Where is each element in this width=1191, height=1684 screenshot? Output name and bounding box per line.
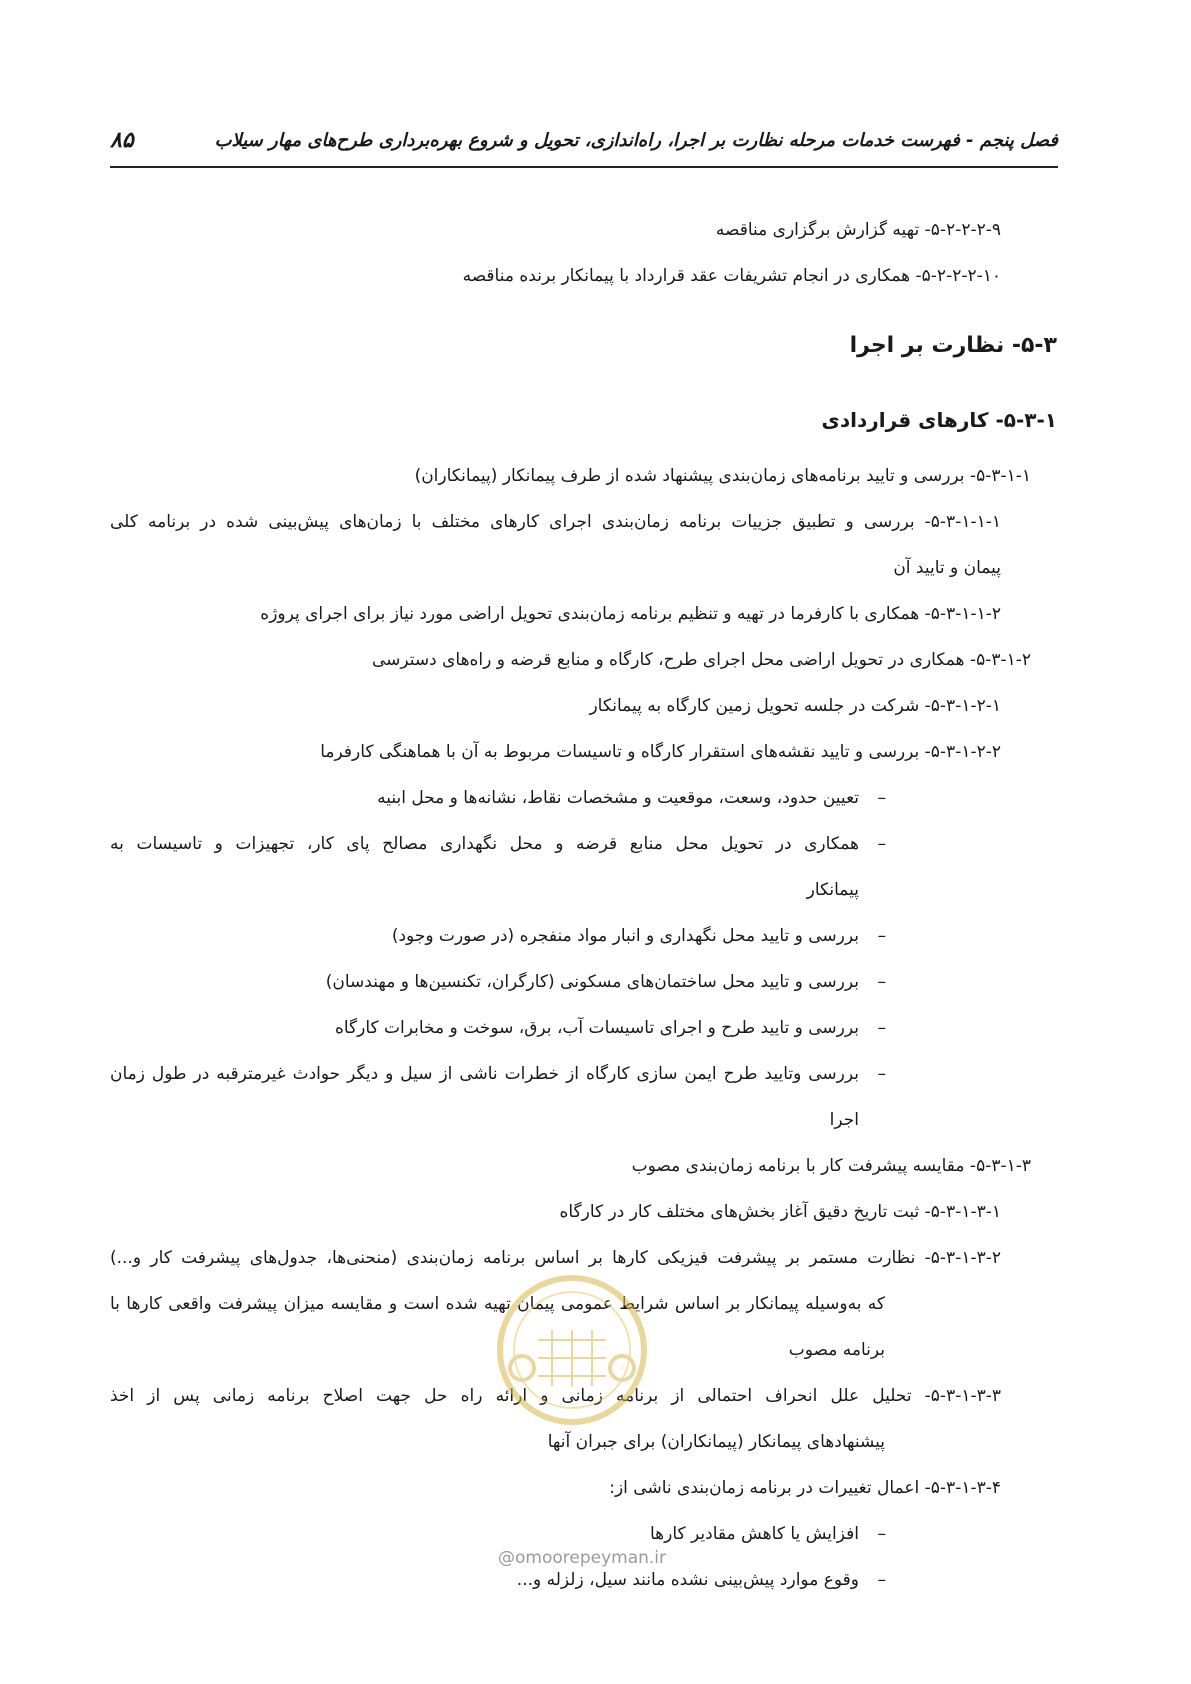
running-title: فصل پنجم - فهرست خدمات مرحله نظارت بر اجرا، راه‌اندازی، تحویل و شروع بهره‌برداری طرح‌های مهار سیلاب bbox=[214, 130, 1058, 151]
item-5-3-1-3-2-cont: که به‌وسیله پیمانکار بر اساس شرایط عمومی پیمان تهیه شده است و مقایسه میزان پیشرفت واقعی کارها با bbox=[110, 1294, 885, 1314]
item-5-3-1-3-2: ۵-۳-۱-۳-۲- نظارت مستمر بر پیشرفت فیزیکی کارها بر اساس برنامه زمان‌بندی (منحنی‌ها، جدول‌های پیشرفت کار و...) bbox=[110, 1248, 1001, 1268]
item-5-3-1-3: ۵-۳-۱-۳- مقایسه پیشرفت کار با برنامه زمان‌بندی مصوب bbox=[631, 1156, 1031, 1176]
section-heading-5-3: ۵-۳- نظارت بر اجرا bbox=[849, 333, 1057, 358]
item-5-2-2-2-10: ۵-۲-۲-۲-۱۰- همکاری در انجام تشریفات عقد قرارداد با پیمانکار برنده مناقصه bbox=[462, 266, 1001, 286]
bullet-item: همکاری در تحویل محل منابع قرضه و محل نگهداری مصالح پای کار، تجهیزات و تاسیسات به bbox=[110, 834, 859, 854]
bullet-dash: – bbox=[877, 972, 886, 992]
subsection-heading-5-3-1: ۵-۳-۱- کارهای قراردادی bbox=[821, 408, 1057, 432]
item-5-2-2-2-9: ۵-۲-۲-۲-۹- تهیه گزارش برگزاری مناقصه bbox=[715, 220, 1001, 240]
bullet-item: تعیین حدود، وسعت، موقعیت و مشخصات نقاط، نشانه‌ها و محل ابنیه bbox=[377, 788, 859, 808]
bullet-item: بررسی و تایید محل نگهداری و انبار مواد منفجره (در صورت وجود) bbox=[391, 926, 859, 946]
item-5-3-1-2-1: ۵-۳-۱-۲-۱- شرکت در جلسه تحویل زمین کارگاه به پیمانکار bbox=[589, 696, 1001, 716]
bullet-item: بررسی و تایید طرح و اجرای تاسیسات آب، برق، سوخت و مخابرات کارگاه bbox=[334, 1018, 859, 1038]
bullet-item-cont: پیمانکار bbox=[806, 880, 859, 900]
bullet-item: وقوع موارد پیش‌بینی نشده مانند سیل، زلزله و... bbox=[516, 1570, 859, 1590]
bullet-dash: – bbox=[877, 788, 886, 808]
item-5-3-1-3-3: ۵-۳-۱-۳-۳- تحلیل علل انحراف احتمالی از برنامه زمانی و ارائه راه حل جهت اصلاح برنامه زمانی پس از اخذ bbox=[110, 1386, 1001, 1406]
running-header bbox=[110, 128, 1058, 168]
item-5-3-1-3-2-cont: برنامه مصوب bbox=[788, 1340, 885, 1360]
watermark-url: @omoorepeyman.ir bbox=[498, 1548, 667, 1568]
bullet-dash: – bbox=[877, 1524, 886, 1544]
item-5-3-1-2-2: ۵-۳-۱-۲-۲- بررسی و تایید نقشه‌های استقرار کارگاه و تاسیسات مربوط به آن با هماهنگی کارفرما bbox=[320, 742, 1001, 762]
item-5-3-1-1-1: ۵-۳-۱-۱-۱- بررسی و تطبیق جزییات برنامه زمان‌بندی اجرای کارهای مختلف با زمان‌های پیش‌بینی شده در برنامه کلی bbox=[110, 512, 1001, 532]
bullet-dash: – bbox=[877, 1018, 886, 1038]
item-5-3-1-3-4: ۵-۳-۱-۳-۴- اعمال تغییرات در برنامه زمان‌بندی ناشی از: bbox=[609, 1478, 1001, 1498]
item-5-3-1-2: ۵-۳-۱-۲- همکاری در تحویل اراضی محل اجرای طرح، کارگاه و منابع قرضه و راه‌های دسترسی bbox=[371, 650, 1031, 670]
bullet-item: افزایش یا کاهش مقادیر کارها bbox=[650, 1524, 859, 1544]
bullet-dash: – bbox=[877, 1570, 886, 1590]
bullet-dash: – bbox=[877, 926, 886, 946]
page-number: ۸۵ bbox=[110, 128, 134, 153]
bullet-item-cont: اجرا bbox=[829, 1110, 859, 1130]
bullet-item: بررسی و تایید محل ساختمان‌های مسکونی (کارگران، تکنسین‌ها و مهندسان) bbox=[325, 972, 859, 992]
watermark-seal-icon bbox=[478, 1270, 666, 1430]
item-5-3-1-3-3-cont: پیشنهادهای پیمانکار (پیمانکاران) برای جبران آنها bbox=[547, 1432, 885, 1452]
item-5-3-1-1-2: ۵-۳-۱-۱-۲- همکاری با کارفرما در تهیه و تنظیم برنامه زمان‌بندی تحویل اراضی مورد نیاز برای اجرای پروژه bbox=[260, 604, 1001, 624]
bullet-item: بررسی وتایید طرح ایمن سازی کارگاه از خطرات ناشی از سیل و دیگر حوادث غیرمترقبه در طول زمان bbox=[110, 1064, 859, 1084]
item-5-3-1-1-1-cont: پیمان و تایید آن bbox=[893, 558, 1001, 578]
bullet-dash: – bbox=[877, 1064, 886, 1084]
bullet-dash: – bbox=[877, 834, 886, 854]
item-5-3-1-3-1: ۵-۳-۱-۳-۱- ثبت تاریخ دقیق آغاز بخش‌های مختلف کار در کارگاه bbox=[559, 1202, 1001, 1222]
item-5-3-1-1: ۵-۳-۱-۱- بررسی و تایید برنامه‌های زمان‌بندی پیشنهاد شده از طرف پیمانکار (پیمانکاران) bbox=[414, 466, 1031, 486]
header-rule bbox=[110, 166, 1058, 168]
